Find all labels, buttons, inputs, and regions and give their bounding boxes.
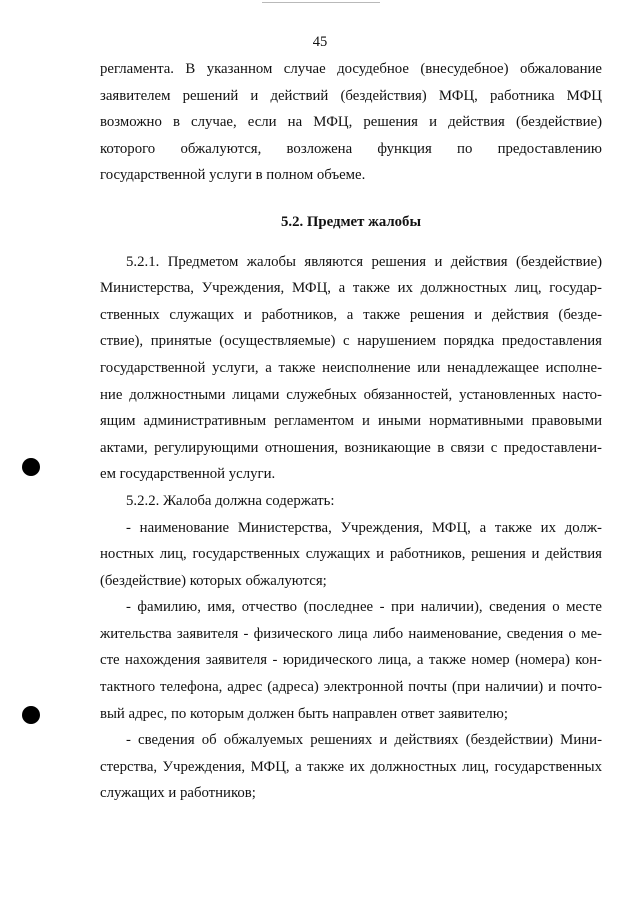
text-line: актами, регулирующими отношения, возникающие в связи с предоставлени- (100, 439, 602, 456)
text-line: вый адрес, по которым должен быть направлен ответ заявителю; (100, 705, 508, 722)
section-heading: 5.2. Предмет жалобы (280, 213, 421, 230)
page-number: 45 (312, 34, 328, 50)
text-line: государственной услуги, а также неисполнение или ненадлежащее исполне- (100, 359, 602, 376)
text-line: тактного телефона, адрес (адреса) электронной почты (при наличии) и почто- (100, 679, 602, 696)
text-line: ящим административным регламентом и иными нормативными правовыми (100, 413, 602, 430)
scan-artifact-line (262, 2, 380, 3)
text-line: ственных служащих и работников, а также решения и действия (безде- (100, 306, 602, 323)
binder-hole-icon (22, 458, 40, 476)
text-line: регламента. В указанном случае досудебное (внесудебное) обжалование (100, 61, 602, 77)
paragraph (100, 488, 602, 515)
text-line: ние должностными лицами служебных обязанностей, установленных насто- (100, 386, 602, 403)
binder-hole-icon (22, 706, 40, 724)
text-line: - фамилию, имя, отчество (последнее - при наличии), сведения о месте (126, 599, 602, 616)
text-line: Министерства, Учреждения, МФЦ, а также их должностных лиц, государ- (100, 280, 602, 297)
text-line: государственной услуги в полном объеме. (100, 167, 366, 184)
text-line: - сведения об обжалуемых решениях и действиях (бездействии) Мини- (126, 732, 602, 749)
paragraph (100, 515, 602, 595)
text-line: стерства, Учреждения, МФЦ, а также их должностных лиц, государственных (100, 758, 602, 775)
paragraph (100, 594, 602, 727)
text-line: - наименование Министерства, Учреждения, МФЦ, а также их долж- (126, 519, 602, 536)
text-line: сте нахождения заявителя - юридического лица, а также номер (номера) кон- (100, 652, 602, 669)
text-line: ем государственной услуги. (100, 466, 276, 483)
text-line: жительства заявителя - физического лица либо наименование, сведения о ме- (100, 625, 602, 642)
text-line: возможно в случае, если на МФЦ, решения и действия (бездействие) (100, 114, 602, 131)
text-line: которого обжалуются, возложена функция по предоставлению (100, 140, 602, 157)
document-body (100, 56, 602, 807)
text-line: 5.2.2. Жалоба должна содержать: (126, 492, 335, 509)
text-line: 5.2.1. Предметом жалобы являются решения и действия (бездействие) (126, 253, 602, 270)
paragraph (100, 56, 602, 189)
paragraph (100, 249, 602, 488)
text-line: ностных лиц, государственных служащих и работников, решения и действия (100, 546, 602, 563)
text-line: служащих и работников; (100, 785, 256, 802)
text-line: заявителем решений и действий (бездействия) МФЦ, работника МФЦ (100, 87, 602, 104)
text-line: ствие), принятые (осуществляемые) с нарушением порядка предоставления (100, 333, 602, 350)
text-line: (бездействие) которых обжалуются; (100, 572, 327, 589)
paragraph (100, 727, 602, 807)
